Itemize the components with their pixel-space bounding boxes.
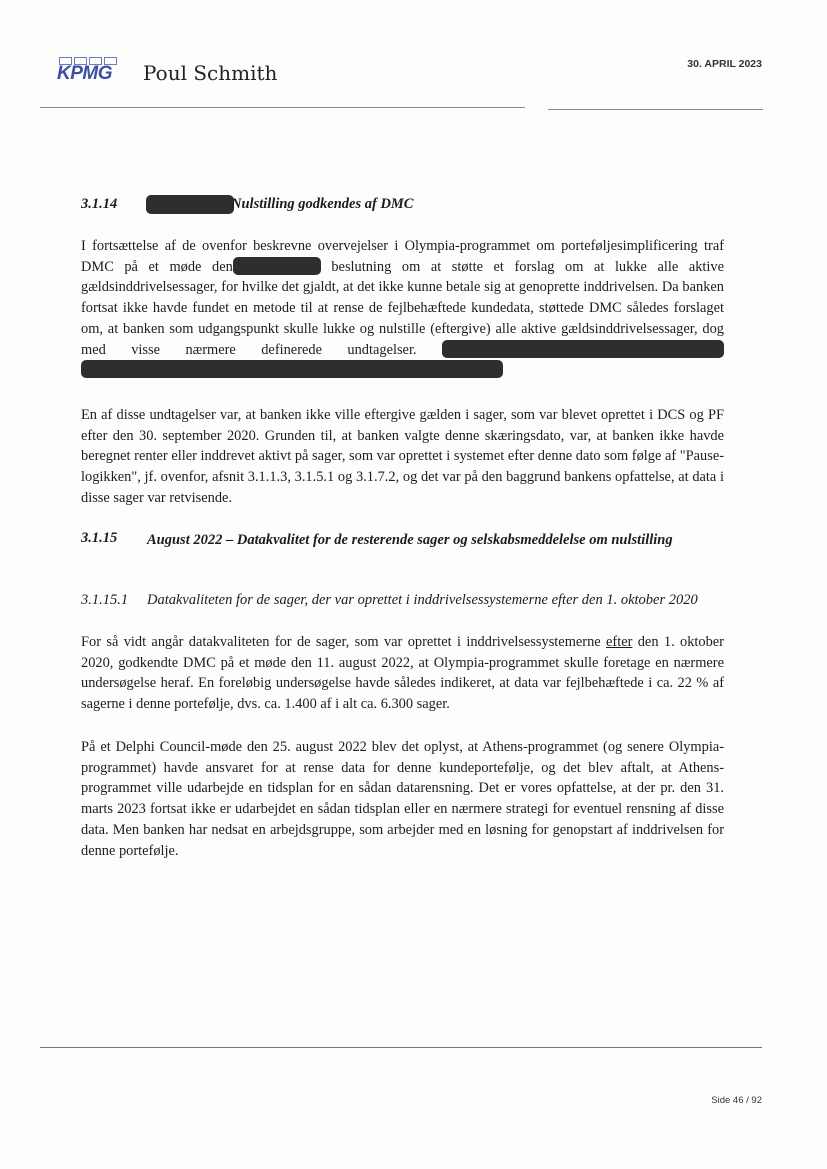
subsection-number-3-1-15-1: 3.1.15.1 [81, 592, 129, 608]
paragraph-3-1-14-2 [81, 405, 724, 509]
paragraph-3-1-15-2 [81, 737, 724, 861]
company-name: Poul Schmith [143, 61, 278, 85]
logo-text: KPMG [57, 63, 112, 84]
underlined-word: efter [606, 634, 633, 650]
page-number: Side 46 / 92 [711, 1095, 762, 1106]
redaction-block [233, 257, 321, 275]
header-divider-right [548, 109, 763, 110]
paragraph-3-1-15-1 [81, 632, 724, 715]
paragraph-3-1-14-1 [81, 236, 724, 381]
footer-divider [40, 1047, 762, 1048]
subsection-title-3-1-15-1: Datakvaliteten for de sager, der var oprettet i inddrivelsessystemerne efter den 1. oktober 2020 [147, 592, 698, 608]
header-divider-left [40, 107, 525, 108]
report-date: 30. APRIL 2023 [687, 58, 762, 70]
paragraph-text: I fortsættelse af de ovenfor beskrevne overvejelser i Olympia-programmet om porteføljesimplificering traf DMC på et møde den [81, 238, 724, 275]
paragraph-text: På et Delphi Council-møde den 25. august 2022 blev det oplyst, at Athens-programmet (og senere Olympia-programmet) havde ansvaret for at rense data for denne kundeportefølje, og det blev aftalt, at Athens-programmet ville udarbejde en tidsplan for en sådan datarensning. Det er vores opfattelse, at der pr. den 31. marts 2023 fortsat ikke er udarbejdet en sådan tidsplan eller en nærmere strategi for eventuel rensning af disse data. Men banken har nedsat en arbejdsgruppe, som arbejder med en løsning for genopstart af inddrivelsen for denne portefølje. [81, 739, 724, 859]
paragraph-text: beslutning om at støtte et forslag om at lukke alle aktive gældsinddrivelsessager, for hvilke det gjaldt, at det ikke kunne betale sig at genoprette inddrivelsen. Da banken fortsat ikke havde fundet en metode til at rense de fejlbehæftede kundedata, støttede DMC således forslaget om, at banken som udgangspunkt skulle lukke og nulstille (eftergive) alle aktive gældsinddrivelsessager, dog med visse nærmere definerede undtagelser. [81, 258, 724, 358]
redaction-block [442, 340, 724, 358]
paragraph-text: den 1. oktober 2020, godkendte DMC på et møde den 11. august 2022, at Olympia-programmet skulle foretage en nærmere undersøgelse heraf. En foreløbig undersøgelse havde således indikeret, at data var fejlbehæftede i ca. 22 % af sagerne i denne portefølje, dvs. ca. 1.400 af i alt ca. 6.300 sager. [81, 634, 724, 713]
redaction-block [81, 360, 503, 378]
kpmg-logo [55, 57, 123, 85]
section-number-3-1-15: 3.1.15 [81, 530, 118, 546]
paragraph-text: For så vidt angår datakvaliteten for de sager, som var oprettet i inddrivelsessystemerne [81, 634, 601, 650]
paragraph-text: En af disse undtagelser var, at banken ikke ville eftergive gælden i sager, som var blevet oprettet i DCS og PF efter den 30. september 2020. Grunden til, at banken valgte denne skæringsdato, var, at banken ikke havde beregnet renter eller inddrevet aktivt på sager, som var oprettet i systemet efter denne dato som følge af "Pause-logikken", jf. ovenfor, afsnit 3.1.1.3, 3.1.5.1 og 3.1.7.2, og det var på den baggrund bankens opfattelse, at data i disse sager var retvisende. [81, 407, 724, 506]
section-title-3-1-15: August 2022 – Datakvalitet for de resterende sager og selskabsmeddelelse om nulstilling [147, 532, 673, 548]
section-number-3-1-14: 3.1.14 [81, 196, 118, 212]
redaction-block [146, 195, 234, 214]
section-title-3-1-14: Nulstilling godkendes af DMC [231, 196, 414, 212]
